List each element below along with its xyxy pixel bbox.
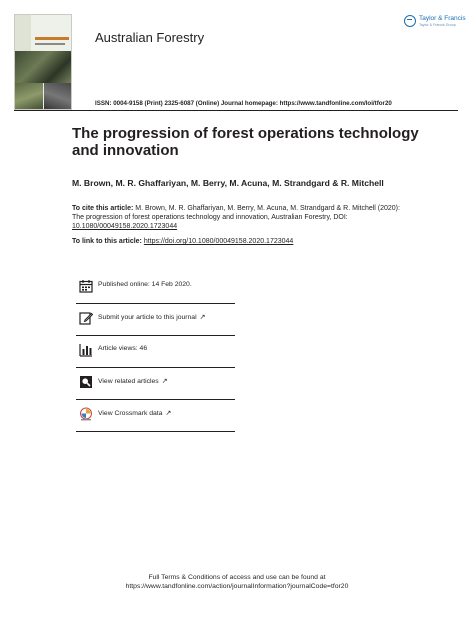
article-link-label: To link to this article: <box>72 238 142 245</box>
journal-title: Australian Forestry <box>95 30 205 45</box>
bar-chart-icon <box>79 343 93 357</box>
terms-url[interactable]: https://www.tandfonline.com/action/journalInformation?journalCode=tfor20 <box>125 583 349 590</box>
calendar-icon <box>79 279 93 293</box>
published-online-label: Published online: 14 Feb 2020. <box>98 281 192 288</box>
external-link-icon: ↗ <box>165 410 172 417</box>
submit-article-label: Submit your article to this journal <box>98 314 197 321</box>
terms-line: Full Terms & Conditions of access and use can be found at <box>148 574 326 581</box>
publisher-name: Taylor & Francis <box>419 15 466 22</box>
citation-label: To cite this article: <box>72 205 134 212</box>
related-articles-link[interactable] <box>98 377 168 385</box>
article-actions <box>76 272 235 432</box>
related-articles-row[interactable] <box>76 368 235 400</box>
journal-cover-image <box>14 14 72 110</box>
article-title: The progression of forest operations technology and innovation <box>72 125 419 159</box>
crossmark-icon <box>79 407 93 421</box>
crossmark-row[interactable] <box>76 400 235 432</box>
terms-footer <box>0 573 474 591</box>
related-articles-label: View related articles <box>98 378 159 385</box>
citation-doi-link[interactable]: 10.1080/00049158.2020.1723044 <box>72 223 178 230</box>
issn-line[interactable]: ISSN: 0004-9158 (Print) 2325-6087 (Online) Journal homepage: https://www.tandfonline.com/loi/tfor20 <box>95 100 392 107</box>
crossmark-label: View Crossmark data <box>98 410 163 417</box>
header-divider <box>14 110 458 111</box>
crossmark-link[interactable] <box>98 409 171 417</box>
article-views-label: Article views: 46 <box>98 345 148 352</box>
external-link-icon: ↗ <box>199 314 206 321</box>
article-doi-url[interactable]: https://doi.org/10.1080/00049158.2020.1723044 <box>143 238 294 245</box>
search-doc-icon <box>79 375 93 389</box>
publisher-logo-icon <box>404 15 416 27</box>
external-link-icon: ↗ <box>161 378 168 385</box>
submit-article-link[interactable] <box>98 313 205 321</box>
publisher-logo[interactable] <box>404 14 466 34</box>
article-views-row <box>76 336 235 368</box>
citation-block <box>72 204 408 231</box>
submit-article-row[interactable] <box>76 304 235 336</box>
published-online-row <box>76 272 235 304</box>
citation-text: M. Brown, M. R. Ghaffariyan, M. Berry, M. Acuna, M. Strandgard & R. Mitchell (2020): The progression of forest operations technology and innovation, Australian Forestry, DOI: <box>72 205 400 221</box>
article-link-line <box>72 238 293 245</box>
article-authors: M. Brown, M. R. Ghaffariyan, M. Berry, M. Acuna, M. Strandgard & R. Mitchell <box>72 178 384 188</box>
edit-icon <box>79 311 93 325</box>
publisher-tagline: Taylor & Francis Group <box>419 23 456 27</box>
